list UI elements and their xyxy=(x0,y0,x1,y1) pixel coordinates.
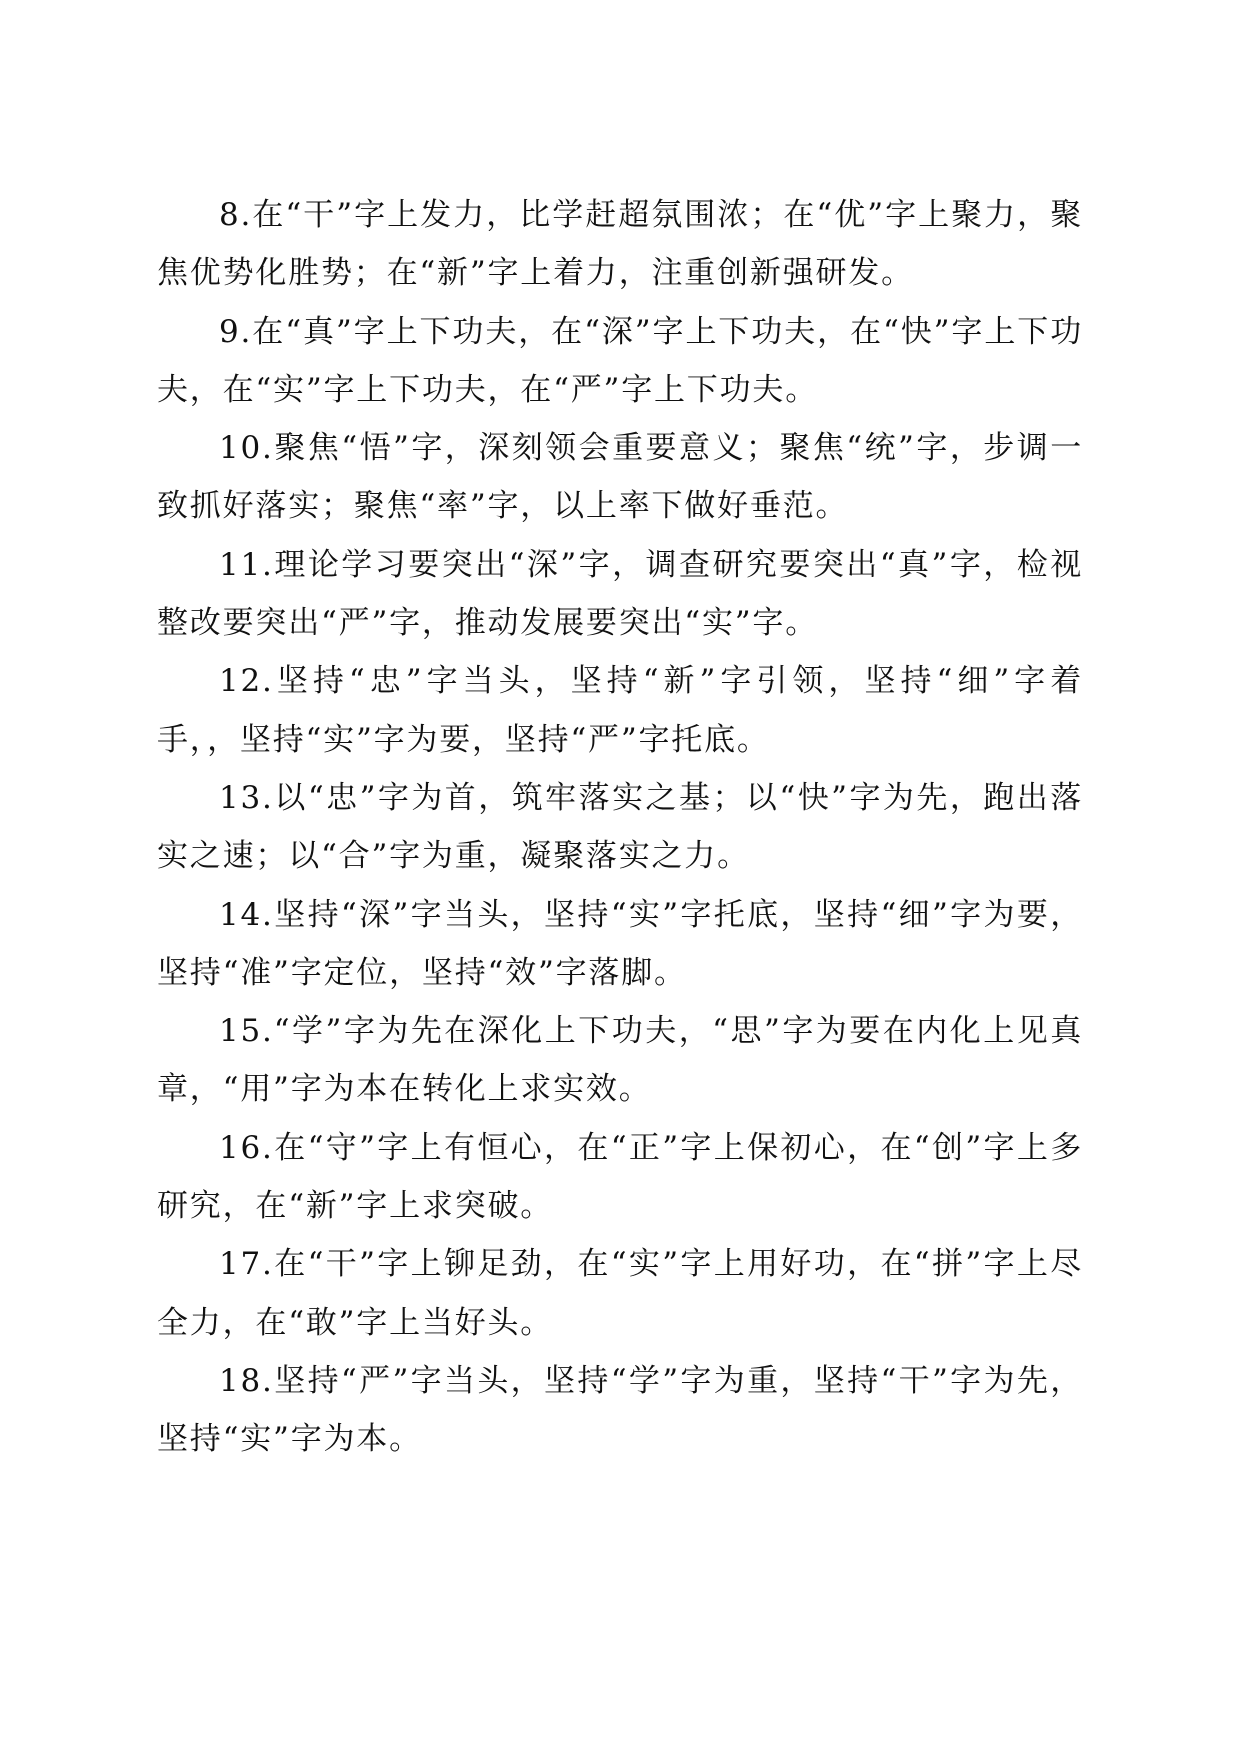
list-item-17: 17.在“干”字上铆足劲，在“实”字上用好功，在“拼”字上尽全力，在“敢”字上当好头。 xyxy=(157,1246,1083,1341)
list-item-18: 18.坚持“严”字当头，坚持“学”字为重，坚持“干”字为先，坚持“实”字为本。 xyxy=(157,1362,1083,1458)
list-item-14: 14.坚持“深”字当头，坚持“实”字托底，坚持“细”字为要，坚持“准”字定位，坚持“效”字落脚。 xyxy=(157,896,1083,991)
list-item-12: 12.坚持“忠”字当头，坚持“新”字引领，坚持“细”字着手，，坚持“实”字为要，坚持“严”字托底。 xyxy=(157,663,1083,758)
list-item-13: 13.以“忠”字为首，筑牢落实之基；以“快”字为先，跑出落实之速；以“合”字为重，凝聚落实之力。 xyxy=(157,779,1083,875)
list-item-16: 16.在“守”字上有恒心，在“正”字上保初心，在“创”字上多研究，在“新”字上求突破。 xyxy=(157,1129,1083,1225)
list-item-9: 9.在“真”字上下功夫，在“深”字上下功夫，在“快”字上下功夫，在“实”字上下功夫，在“严”字上下功夫。 xyxy=(157,313,1083,408)
list-item-10: 10.聚焦“悟”字，深刻领会重要意义；聚焦“统”字，步调一致抓好落实；聚焦“率”字，以上率下做好垂范。 xyxy=(157,430,1083,525)
document-body xyxy=(157,186,1083,1469)
list-item-8: 8.在“干”字上发力，比学赶超氛围浓；在“优”字上聚力，聚焦优势化胜势；在“新”字上着力，注重创新强研发。 xyxy=(157,197,1083,292)
list-item-11: 11.理论学习要突出“深”字，调查研究要突出“真”字，检视整改要突出“严”字，推动发展要突出“实”字。 xyxy=(157,546,1083,642)
list-item-15: 15.“学”字为先在深化上下功夫，“思”字为要在内化上见真章，“用”字为本在转化上求实效。 xyxy=(157,1013,1083,1108)
